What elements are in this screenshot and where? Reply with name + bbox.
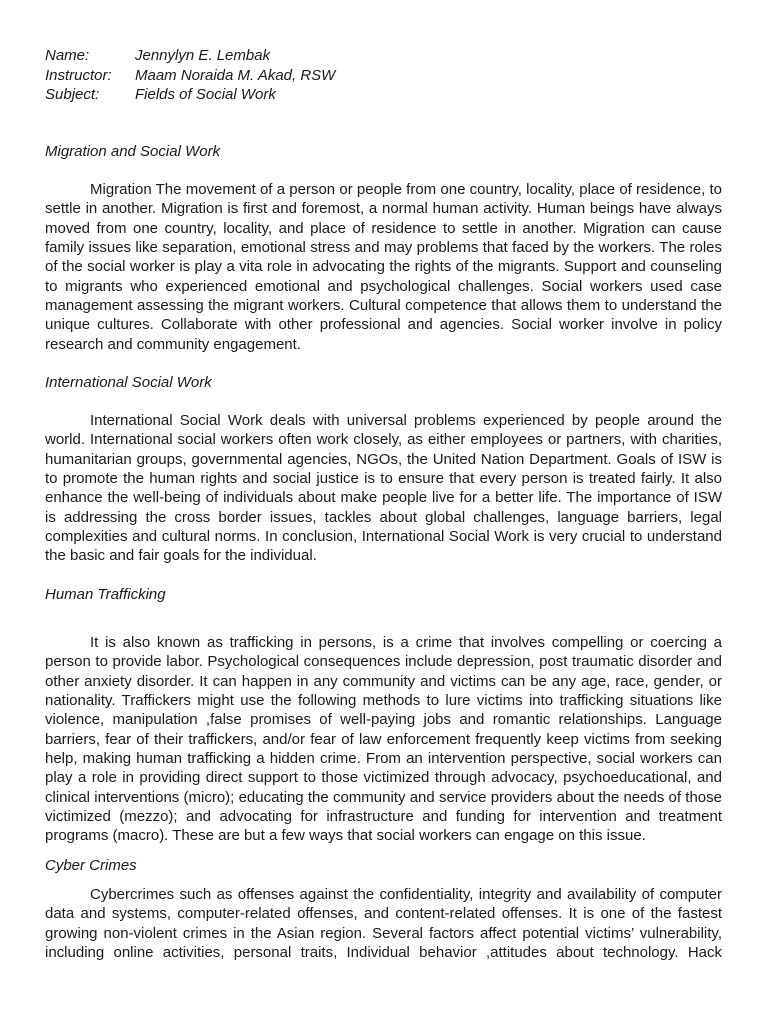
- section-heading-migration: Migration and Social Work: [45, 143, 221, 160]
- section-heading-cyber: Cyber Crimes: [45, 857, 137, 874]
- subject-value: Fields of Social Work: [135, 86, 276, 103]
- subject-label: Subject:: [45, 86, 100, 103]
- name-value: Jennylyn E. Lembak: [135, 47, 271, 64]
- section-body-cyber: Cybercrimes such as offenses against the confidentiality, integrity and availability of computer data and systems, computer-related offenses, and content-related offenses. It is one of the fastest growing non-violent crimes in the Asian region. Several factors affect potential victims’ vulnerability, including online activities, personal traits, Individual behavior ,attitudes about technology. Hack: [45, 886, 722, 962]
- instructor-row: [45, 66, 722, 86]
- document-header: [45, 46, 722, 105]
- instructor-label: Instructor:: [45, 66, 112, 84]
- name-row: [45, 46, 722, 66]
- name-label: Name:: [45, 47, 90, 64]
- subject-row: [45, 85, 722, 105]
- section-heading-trafficking: Human Trafficking: [45, 586, 166, 603]
- document-page: [45, 0, 722, 1024]
- section-body-trafficking: It is also known as trafficking in persons, is a crime that involves compelling or coercing a person to provide labor. Psychological consequences include depression, post traumatic disorder and other anxiety disorder. It can happen in any community and victims can be any age, race, gender, or nationality. Traffickers might use the following methods to lure victims into trafficking situations like violence, manipulation ,false promises of well-paying jobs and romantic relationships. Language barriers, fear of their traffickers, and/or fear of law enforcement frequently keep victims from seeking help, making human trafficking a hidden crime. From an intervention perspective, social workers can play a role in providing direct support to those victimized through advocacy, psychoeducational, and clinical interventions (micro); educating the community and service providers about the needs of those victimized (mezzo); and advocating for infrastructure and funding for intervention and treatment programs (macro). These are but a few ways that social workers can engage on this issue.: [45, 634, 722, 845]
- instructor-value: Maam Noraida M. Akad, RSW: [135, 66, 336, 84]
- section-body-international: International Social Work deals with universal problems experienced by people around the world. International social workers often work closely, as either employees or partners, with charities, humanitarian groups, governmental agencies, NGOs, the United Nation Department. Goals of ISW is to promote the human rights and social justice is to ensure that every person is treated fairly. It also enhance the well-being of individuals about make people live for a better life. The importance of ISW is addressing the cross border issues, tackles about global challenges, language barriers, legal complexities and cultural norms. In conclusion, International Social Work is very crucial to understand the basic and fair goals for the individual.: [45, 412, 722, 565]
- section-body-migration: Migration The movement of a person or people from one country, locality, place of residence, to settle in another. Migration is first and foremost, a normal human activity. Human beings have always moved from one country, locality, and place of residence to settle in another. Migration can cause family issues like separation, emotional stress and may problems that faced by the workers. The roles of the social worker is play a vita role in advocating the rights of the migrants. Support and counseling to migrants who experienced emotional and psychological challenges. Social workers used case management assessing the migrant workers. Cultural competence that allows them to understand the unique cultures. Collaborate with other professional and agencies. Social worker involve in policy research and community engagement.: [45, 181, 722, 353]
- section-heading-international: International Social Work: [45, 374, 212, 391]
